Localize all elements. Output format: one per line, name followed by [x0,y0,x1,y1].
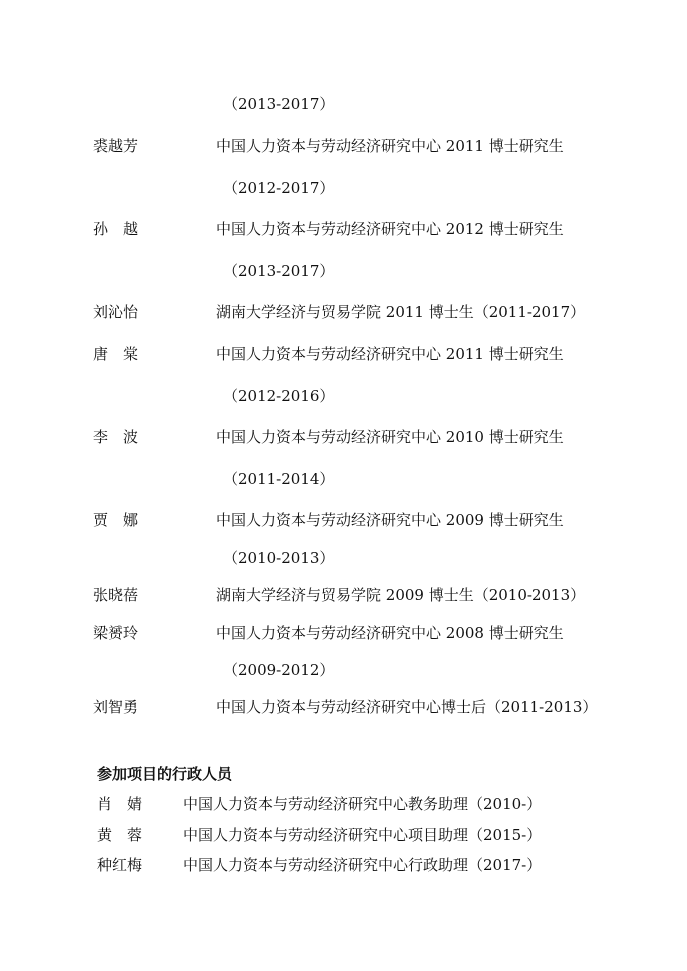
member-desc: 湖南大学经济与贸易学院 2009 博士生（2010-2013） [216,586,586,604]
member-name: 张晓蓓 [93,586,139,604]
member-desc: 中国人力资本与劳动经济研究中心 2011 博士研究生 [216,137,564,155]
member-period: （2011-2014） [223,470,335,488]
member-period: （2010-2013） [223,549,335,567]
member-period: （2009-2012） [223,661,335,679]
member-name: 刘智勇 [93,698,139,716]
member-name: 孙 越 [93,220,139,238]
member-desc: 中国人力资本与劳动经济研究中心 2012 博士研究生 [216,220,564,238]
staff-desc: 中国人力资本与劳动经济研究中心行政助理（2017-） [183,856,542,874]
member-name: 李 波 [93,428,139,446]
member-desc: 中国人力资本与劳动经济研究中心 2009 博士研究生 [216,511,564,529]
staff-desc: 中国人力资本与劳动经济研究中心项目助理（2015-） [183,826,542,844]
staff-desc: 中国人力资本与劳动经济研究中心教务助理（2010-） [183,795,542,813]
member-period: （2013-2017） [223,262,335,280]
member-desc: 中国人力资本与劳动经济研究中心 2010 博士研究生 [216,428,564,446]
member-desc: 中国人力资本与劳动经济研究中心 2008 博士研究生 [216,624,564,642]
continuation-period: （2013-2017） [223,95,335,113]
member-desc: 湖南大学经济与贸易学院 2011 博士生（2011-2017） [216,303,586,321]
staff-name: 肖 婧 [97,795,143,813]
member-name: 裘越芳 [93,137,139,155]
member-desc: 中国人力资本与劳动经济研究中心 2011 博士研究生 [216,345,564,363]
member-period: （2012-2017） [223,179,335,197]
section-heading: 参加项目的行政人员 [97,765,233,783]
member-desc: 中国人力资本与劳动经济研究中心博士后（2011-2013） [216,698,598,716]
staff-name: 种红梅 [97,856,143,874]
member-period: （2012-2016） [223,387,335,405]
member-name: 贾 娜 [93,511,139,529]
member-name: 唐 棠 [93,345,139,363]
staff-name: 黄 蓉 [97,826,143,844]
member-name: 刘沁怡 [93,303,139,321]
member-name: 梁赟玲 [93,624,139,642]
